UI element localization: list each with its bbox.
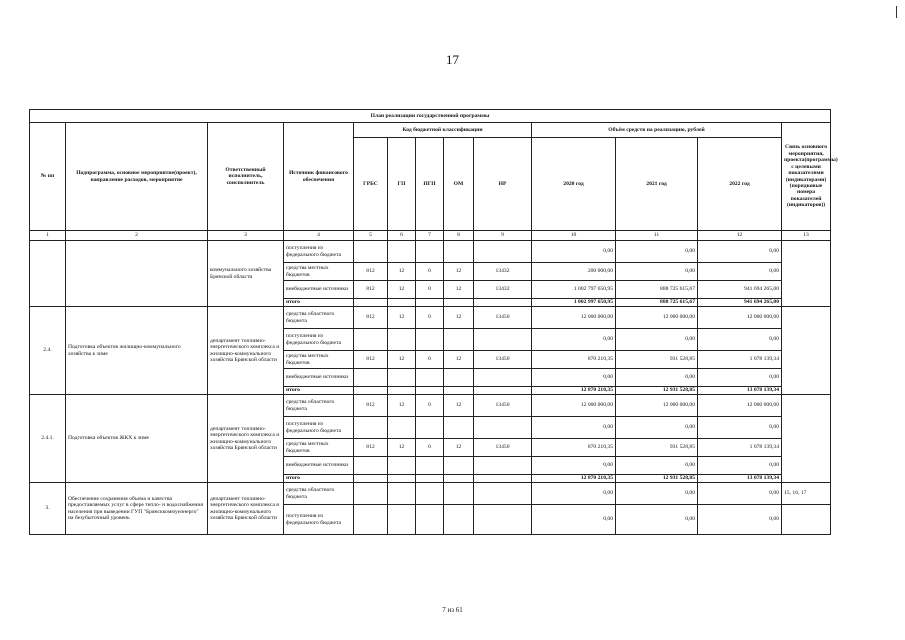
col-number: 9 — [474, 231, 532, 241]
value-2020: 0,00 — [532, 505, 616, 535]
grbs-cell — [354, 505, 388, 535]
value-2020: 0,00 — [532, 329, 616, 351]
grbs-cell — [354, 417, 388, 439]
value-2020: 0,00 — [532, 369, 616, 387]
gp-cell: 12 — [388, 439, 416, 457]
value-2020: 1 002 797 650,95 — [532, 281, 616, 299]
value-2022: 12 000 000,00 — [698, 307, 782, 329]
gp-cell — [388, 475, 416, 483]
value-2021: 0,00 — [616, 241, 698, 263]
row-name: Подготовка объектов жилищно-коммунального хозяйства к зиме — [66, 307, 208, 395]
pgp-cell: 0 — [416, 263, 444, 281]
row-num: 2.4.1. — [30, 395, 66, 483]
source-cell: поступления из федерального бюджета — [284, 329, 354, 351]
nr-cell — [474, 387, 532, 395]
pgp-cell: 0 — [416, 307, 444, 329]
value-2021: 931 528,85 — [616, 439, 698, 457]
pgp-cell — [416, 475, 444, 483]
gp-cell: 12 — [388, 263, 416, 281]
row-executor: департамент топливно-энергетического комплекса и жилищно-коммунального хозяйства Брянской области — [208, 483, 284, 535]
source-cell: средства местных бюджетов — [284, 439, 354, 457]
table-row — [30, 395, 831, 417]
row-name-cell — [66, 241, 208, 307]
source-cell: итого — [284, 387, 354, 395]
nr-cell — [474, 483, 532, 505]
source-cell: поступления из федерального бюджета — [284, 241, 354, 263]
value-2021: 888 725 615,67 — [616, 299, 698, 307]
value-2022: 0,00 — [698, 369, 782, 387]
om-cell — [444, 387, 474, 395]
om-cell: 12 — [444, 351, 474, 369]
row-num-cell — [30, 241, 66, 307]
grbs-cell — [354, 457, 388, 475]
om-cell — [444, 475, 474, 483]
row-executor: коммунального хозяйства Брянской области — [208, 241, 284, 307]
value-2020: 870 210,35 — [532, 439, 616, 457]
nr-cell — [474, 505, 532, 535]
source-cell: средства областного бюджета — [284, 483, 354, 505]
value-2022: 941 694 265,00 — [698, 281, 782, 299]
value-2022: 1 078 139,34 — [698, 351, 782, 369]
grbs-cell — [354, 483, 388, 505]
gp-cell: 12 — [388, 395, 416, 417]
row-num: 3. — [30, 483, 66, 535]
row-num: 2.4. — [30, 307, 66, 395]
value-2020: 0,00 — [532, 417, 616, 439]
nr-cell — [474, 369, 532, 387]
row-executor: департамент топливно-энергетического комплекса и жилищно-коммунального хозяйства Брянской области — [208, 395, 284, 483]
pgp-cell: 0 — [416, 281, 444, 299]
nr-cell — [474, 241, 532, 263]
value-2021: 0,00 — [616, 457, 698, 475]
value-2022: 12 000 000,00 — [698, 395, 782, 417]
nr-cell — [474, 475, 532, 483]
source-cell: средства местных бюджетов — [284, 351, 354, 369]
gp-cell — [388, 369, 416, 387]
nr-cell: 13450 — [474, 439, 532, 457]
link-cell — [782, 307, 831, 395]
grbs-cell — [354, 241, 388, 263]
value-2022: 0,00 — [698, 417, 782, 439]
value-2021: 888 725 615,67 — [616, 281, 698, 299]
header-om: ОМ — [444, 138, 474, 231]
header-budget-code: Код бюджетной классификации — [354, 123, 532, 138]
col-number: 4 — [284, 231, 354, 241]
col-number: 8 — [444, 231, 474, 241]
value-2021: 0,00 — [616, 369, 698, 387]
gp-cell — [388, 483, 416, 505]
nr-cell: 13432 — [474, 281, 532, 299]
col-number: 1 — [30, 231, 66, 241]
header-subprogram: Подпрограмма, основное мероприятие(проект), направление расходов, мероприятие — [66, 123, 208, 231]
gp-cell — [388, 387, 416, 395]
grbs-cell: 812 — [354, 395, 388, 417]
source-cell: внебюджетные источники — [284, 281, 354, 299]
table-row — [30, 241, 831, 263]
value-2022: 13 078 139,34 — [698, 387, 782, 395]
nr-cell — [474, 329, 532, 351]
col-number: 10 — [532, 231, 616, 241]
table-row — [30, 483, 831, 505]
pgp-cell — [416, 457, 444, 475]
edge-mark — [896, 6, 897, 18]
header-pgp: ПГП — [416, 138, 444, 231]
gp-cell — [388, 417, 416, 439]
source-cell: внебюджетные источники — [284, 369, 354, 387]
value-2022: 0,00 — [698, 329, 782, 351]
om-cell: 12 — [444, 281, 474, 299]
value-2020: 12 870 210,35 — [532, 475, 616, 483]
table-row — [30, 307, 831, 329]
value-2022: 0,00 — [698, 483, 782, 505]
col-number: 12 — [698, 231, 782, 241]
link-cell: 15, 16, 17 — [782, 483, 831, 505]
gp-cell — [388, 457, 416, 475]
grbs-cell — [354, 387, 388, 395]
nr-cell — [474, 457, 532, 475]
nr-cell: 13450 — [474, 395, 532, 417]
link-cell — [782, 395, 831, 483]
link-cell — [782, 505, 831, 535]
grbs-cell: 812 — [354, 281, 388, 299]
header-link: Связь основного мероприятия, проекта(программы) с целевыми показателями (индикаторами) (порядковые номера показателей (индикаторов)) — [782, 123, 831, 231]
value-2021: 12 931 528,85 — [616, 387, 698, 395]
nr-cell: 13432 — [474, 263, 532, 281]
gp-cell: 12 — [388, 281, 416, 299]
pgp-cell: 0 — [416, 351, 444, 369]
col-number: 5 — [354, 231, 388, 241]
grbs-cell: 812 — [354, 439, 388, 457]
gp-cell: 12 — [388, 351, 416, 369]
nr-cell — [474, 299, 532, 307]
om-cell — [444, 505, 474, 535]
col-number: 7 — [416, 231, 444, 241]
value-2021: 12 000 000,00 — [616, 307, 698, 329]
header-num: № пп — [30, 123, 66, 231]
nr-cell: 13450 — [474, 351, 532, 369]
header-volume: Объём средств на реализацию, рублей — [532, 123, 782, 138]
gp-cell — [388, 299, 416, 307]
source-cell: средства областного бюджета — [284, 307, 354, 329]
col-number: 6 — [388, 231, 416, 241]
grbs-cell — [354, 369, 388, 387]
pgp-cell — [416, 241, 444, 263]
pgp-cell — [416, 417, 444, 439]
value-2022: 13 078 139,34 — [698, 475, 782, 483]
source-cell: средства местных бюджетов — [284, 263, 354, 281]
col-number: 2 — [66, 231, 208, 241]
grbs-cell: 812 — [354, 351, 388, 369]
om-cell: 12 — [444, 439, 474, 457]
gp-cell: 12 — [388, 307, 416, 329]
row-name: Обеспечение сохранения объема и качества предоставляемых услуг в сфере тепло- и водоснабжения населения при выведении ГУП "Брянсккоммунэнерго" на безубыточный уровень — [66, 483, 208, 535]
value-2020: 200 000,00 — [532, 263, 616, 281]
om-cell — [444, 299, 474, 307]
value-2020: 0,00 — [532, 241, 616, 263]
link-cell — [782, 241, 831, 307]
nr-cell — [474, 417, 532, 439]
gp-cell — [388, 505, 416, 535]
header-executor: Ответственный исполнитель, соисполнитель — [208, 123, 284, 231]
table-title: План реализации государственной программы — [30, 110, 831, 123]
om-cell — [444, 241, 474, 263]
header-gp: ГП — [388, 138, 416, 231]
value-2021: 0,00 — [616, 329, 698, 351]
source-cell: поступления из федерального бюджета — [284, 505, 354, 535]
header-nr: НР — [474, 138, 532, 231]
header-source: Источник финансового обеспечения — [284, 123, 354, 231]
header-2022: 2022 год — [698, 138, 782, 231]
pgp-cell — [416, 505, 444, 535]
value-2022: 0,00 — [698, 263, 782, 281]
header-2021: 2021 год — [616, 138, 698, 231]
value-2020: 12 000 000,00 — [532, 395, 616, 417]
value-2020: 0,00 — [532, 457, 616, 475]
value-2022: 0,00 — [698, 505, 782, 535]
value-2020: 12 870 210,35 — [532, 387, 616, 395]
pgp-cell — [416, 329, 444, 351]
col-number: 3 — [208, 231, 284, 241]
value-2021: 0,00 — [616, 483, 698, 505]
om-cell: 12 — [444, 395, 474, 417]
gp-cell — [388, 329, 416, 351]
value-2021: 931 528,85 — [616, 351, 698, 369]
page-footer: 7 из 61 — [442, 606, 463, 614]
pgp-cell — [416, 483, 444, 505]
program-plan-table — [29, 109, 838, 535]
source-cell: итого — [284, 299, 354, 307]
om-cell: 12 — [444, 263, 474, 281]
value-2022: 0,00 — [698, 241, 782, 263]
gp-cell — [388, 241, 416, 263]
om-cell — [444, 483, 474, 505]
source-cell: итого — [284, 475, 354, 483]
header-grbs: ГРБС — [354, 138, 388, 231]
value-2020: 0,00 — [532, 483, 616, 505]
om-cell: 12 — [444, 307, 474, 329]
source-cell: средства областного бюджета — [284, 395, 354, 417]
value-2021: 12 931 528,85 — [616, 475, 698, 483]
grbs-cell — [354, 329, 388, 351]
value-2022: 0,00 — [698, 457, 782, 475]
col-number: 11 — [616, 231, 698, 241]
value-2021: 0,00 — [616, 417, 698, 439]
grbs-cell: 812 — [354, 263, 388, 281]
pgp-cell: 0 — [416, 395, 444, 417]
header-2020: 2020 год — [532, 138, 616, 231]
value-2020: 1 002 997 650,95 — [532, 299, 616, 307]
grbs-cell — [354, 299, 388, 307]
om-cell — [444, 369, 474, 387]
source-cell: внебюджетные источники — [284, 457, 354, 475]
row-executor: департамент топливно-энергетического комплекса и жилищно-коммунального хозяйства Брянской области — [208, 307, 284, 395]
nr-cell: 13450 — [474, 307, 532, 329]
om-cell — [444, 457, 474, 475]
value-2022: 941 694 265,00 — [698, 299, 782, 307]
om-cell — [444, 329, 474, 351]
pgp-cell — [416, 299, 444, 307]
row-name: Подготовка объектов ЖКХ к зиме — [66, 395, 208, 483]
source-cell: поступления из федерального бюджета — [284, 417, 354, 439]
pgp-cell: 0 — [416, 439, 444, 457]
page-number: 17 — [446, 52, 459, 67]
grbs-cell — [354, 475, 388, 483]
om-cell — [444, 417, 474, 439]
value-2022: 1 078 139,34 — [698, 439, 782, 457]
value-2020: 870 210,35 — [532, 351, 616, 369]
value-2021: 0,00 — [616, 505, 698, 535]
value-2020: 12 000 000,00 — [532, 307, 616, 329]
col-number: 13 — [782, 231, 831, 241]
value-2021: 0,00 — [616, 263, 698, 281]
pgp-cell — [416, 387, 444, 395]
grbs-cell: 812 — [354, 307, 388, 329]
value-2021: 12 000 000,00 — [616, 395, 698, 417]
pgp-cell — [416, 369, 444, 387]
